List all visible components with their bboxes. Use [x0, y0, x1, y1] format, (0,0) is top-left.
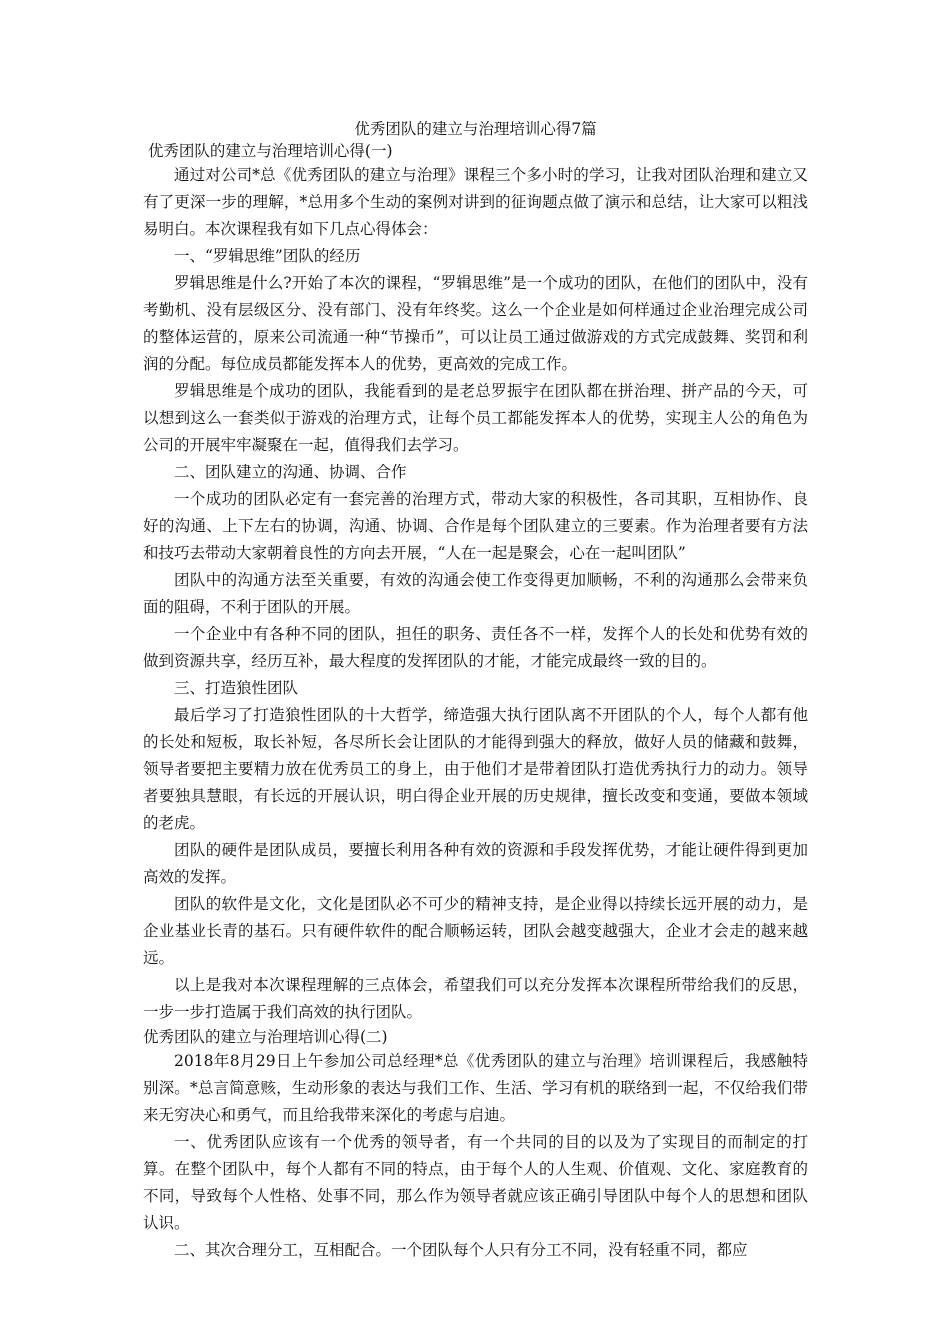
- paragraph: 通过对公司*总《优秀团队的建立与治理》课程三个多小时的学习，让我对团队治理和建立又有了更深一步的理解，*总用多个生动的案例对讲到的征询题点做了演示和总结，让大家可以粗浅易明白。本次课程我有如下几点心得体会：: [143, 166, 808, 238]
- paragraph: 一个成功的团队必定有一套完善的治理方式，带动大家的积极性，各司其职，互相协作、良好的沟通、上下左右的协调，沟通、协调、合作是每个团队建立的三要素。作为治理者要有方法和技巧去带动大家朝着良性的方向去开展，“人在一起是聚会，心在一起叫团队”: [143, 490, 808, 562]
- subheading: 三、打造狼性团队: [174, 679, 299, 697]
- paragraph: 罗辑思维是个成功的团队，我能看到的是老总罗振宇在团队都在拼治理、拼产品的今天，可以想到这么一套类似于游戏的治理方式，让每个员工都能发挥本人的优势，实现主人公的角色为公司的开展牢牢凝聚在一起，值得我们去学习。: [143, 382, 808, 454]
- section-heading-1: 优秀团队的建立与治理培训心得(一): [143, 142, 393, 160]
- subheading: 二、团队建立的沟通、协调、合作: [174, 463, 407, 481]
- subheading: 一、“罗辑思维”团队的经历: [174, 247, 361, 265]
- paragraph: 以上是我对本次课程理解的三点体会，希望我们可以充分发挥本次课程所带给我们的反思，一步一步打造属于我们高效的执行团队。: [143, 976, 808, 1021]
- document-page: [143, 118, 808, 1264]
- paragraph: 最后学习了打造狼性团队的十大哲学，缔造强大执行团队离不开团队的个人，每个人都有他的长处和短板，取长补短，各尽所长会让团队的才能得到强大的释放，做好人员的储藏和鼓舞，领导者要把主要精力放在优秀员工的身上，由于他们才是带着团队打造优秀执行力的动力。领导者要独具慧眼，有长远的开展认识，明白得企业开展的历史规律，擅长改变和变通，要做本领域的老虎。: [143, 706, 808, 832]
- paragraph: 一个企业中有各种不同的团队，担任的职务、责任各不一样，发挥个人的长处和优势有效的做到资源共享，经历互补，最大程度的发挥团队的才能，才能完成最终一致的目的。: [143, 625, 808, 670]
- section-heading-2: 优秀团队的建立与治理培训心得(二): [143, 1028, 388, 1046]
- paragraph: 罗辑思维是什么?开始了本次的课程，“罗辑思维”是一个成功的团队，在他们的团队中，没有考勤机、没有层级区分、没有部门、没有年终奖。这么一个企业是如何样通过企业治理完成公司的整体运营的，原来公司流通一种“节操币”，可以让员工通过做游戏的方式完成鼓舞、奖罚和利润的分配。每位成员都能发挥本人的优势，更高效的完成工作。: [143, 274, 808, 373]
- paragraph: 一、优秀团队应该有一个优秀的领导者，有一个共同的目的以及为了实现目的而制定的打算。在整个团队中，每个人都有不同的特点，由于每个人的人生观、价值观、文化、家庭教育的不同，导致每个人性格、处事不同，那么作为领导者就应该正确引导团队中每个人的思想和团队认识。: [143, 1133, 808, 1232]
- paragraph: 团队中的沟通方法至关重要，有效的沟通会使工作变得更加顺畅，不利的沟通那么会带来负面的阻碍，不利于团队的开展。: [143, 571, 808, 616]
- paragraph: 团队的硬件是团队成员，要擅长利用各种有效的资源和手段发挥优势，才能让硬件得到更加高效的发挥。: [143, 841, 808, 886]
- paragraph: 2018年8月29日上午参加公司总经理*总《优秀团队的建立与治理》培训课程后，我感触特别深。*总言简意赅，生动形象的表达与我们工作、生活、学习有机的联络到一起，不仅给我们带来无穷决心和勇气，而且给我带来深化的考虑与启迪。: [143, 1052, 808, 1124]
- paragraph: 团队的软件是文化，文化是团队必不可少的精神支持，是企业得以持续长远开展的动力，是企业基业长青的基石。只有硬件软件的配合顺畅运转，团队会越变越强大，企业才会走的越来越远。: [143, 895, 808, 967]
- document-title: 优秀团队的建立与治理培训心得7篇: [354, 120, 597, 138]
- paragraph: 二、其次合理分工，互相配合。一个团队每个人只有分工不同，没有轻重不同，都应: [174, 1241, 748, 1259]
